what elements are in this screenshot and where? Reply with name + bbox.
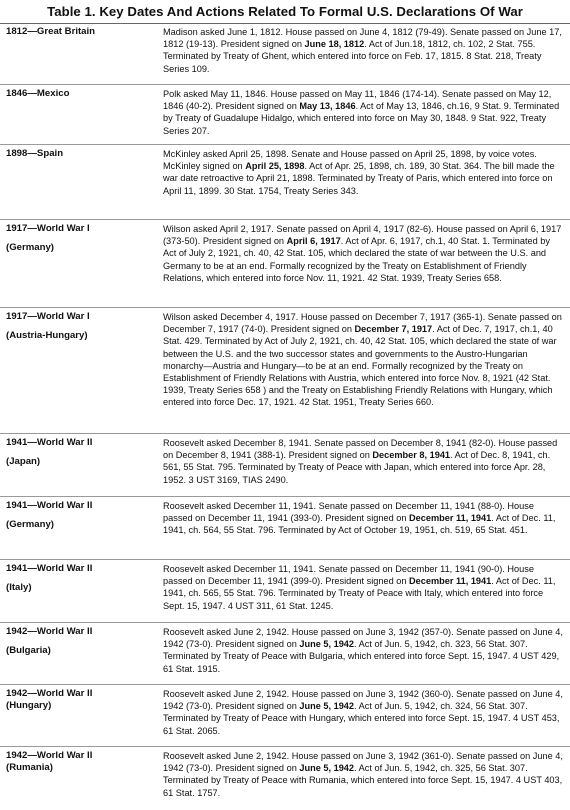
action-description	[163, 26, 565, 75]
row-separator	[0, 219, 570, 220]
war-year-name: 1812—Great Britain	[6, 26, 96, 37]
war-country: (Hungary)	[6, 700, 52, 712]
war-label	[6, 563, 156, 595]
war-country: (Germany)	[6, 519, 54, 531]
signing-date: June 5, 1942	[299, 763, 355, 774]
war-year-name: 1941—World War II	[6, 500, 93, 511]
table-title: Table 1. Key Dates And Actions Related To Formal U.S. Declarations Of War	[47, 4, 523, 19]
war-year-name: 1917—World War I	[6, 311, 90, 322]
war-label	[6, 500, 156, 532]
description-text: Wilson asked December 4, 1917. House passed on December 7, 1917 (365-1). Senate passed on December 7, 1917 (74-0). President signed on	[163, 312, 562, 335]
action-description	[163, 563, 565, 612]
signing-date: December 11, 1941	[409, 513, 492, 524]
action-description	[163, 626, 565, 675]
title-rule	[0, 23, 570, 24]
signing-date: December 7, 1917	[354, 324, 433, 335]
row-separator	[0, 307, 570, 308]
war-label	[6, 88, 156, 100]
description-text: . Act of Dec. 11, 1941, ch. 565, 55 Stat. 796. Terminated by Treaty of Peace with Italy, which entered into force Sept. 15, 1947. 4 UST 311, 61 Stat. 1245.	[163, 576, 556, 611]
war-year-name: 1846—Mexico	[6, 88, 70, 99]
action-description	[163, 223, 565, 284]
description-text: Roosevelt asked June 2, 1942. House passed on June 3, 1942 (357-0). Senate passed on June 4, 1942 (73-0). President signed on	[163, 627, 563, 650]
row-separator	[0, 684, 570, 685]
description-text: McKinley asked April 25, 1898. Senate and House passed on April 25, 1898, by voice votes. McKinley signed on	[163, 149, 537, 172]
signing-date: December 8, 1941	[372, 450, 451, 461]
description-text: Madison asked June 1, 1812. House passed on June 4, 1812 (79-49). Senate passed on June 17, 1812 (19-13). President signed on	[163, 27, 562, 50]
war-label	[6, 688, 156, 713]
signing-date: June 5, 1942	[299, 701, 355, 712]
war-label	[6, 437, 156, 469]
war-year-name: 1917—World War I	[6, 223, 90, 234]
row-separator	[0, 746, 570, 747]
signing-date: April 6, 1917	[286, 236, 341, 247]
description-text: Roosevelt asked June 2, 1942. House passed on June 3, 1942 (360-0). Senate passed on June 4, 1942 (73-0). President signed on	[163, 689, 563, 712]
war-year-name: 1898—Spain	[6, 148, 64, 159]
war-year-name: 1942—World War II	[6, 750, 93, 761]
war-label	[6, 223, 156, 255]
description-text: . Act of Dec. 8, 1941, ch. 561, 55 Stat. 795. Terminated by Treaty of Peace with Japan, which entered into force Apr. 28, 1952. 3 UST 3169, TIAS 2490.	[163, 450, 551, 485]
war-country: (Austria-Hungary)	[6, 330, 88, 342]
row-separator	[0, 144, 570, 145]
description-text: . Act of Apr. 6, 1917, ch.1, 40 Stat. 1. Terminated by Act of July 2, 1921, ch. 40, 42 Stat. 105, which declared the state of war between the U.S. and Germany to be at an end. Formally recognized by the Treaty on Establishment of Friendly Relations, which entered into force Nov. 11, 1921. 42 Stat. 1939, Treaty Series 658.	[163, 236, 550, 283]
war-year-name: 1941—World War II	[6, 563, 93, 574]
war-country: (Rumania)	[6, 762, 53, 774]
description-text: . Act of Dec. 11, 1941, ch. 564, 55 Stat. 796. Terminated by Act of October 19, 1951, ch. 519, 65 Stat. 451.	[163, 513, 556, 536]
signing-date: December 11, 1941	[409, 576, 492, 587]
war-label	[6, 750, 156, 775]
war-country: (Italy)	[6, 582, 32, 594]
description-text: Roosevelt asked December 8, 1941. Senate passed on December 8, 1941 (82-0). House passed on December 8, 1941 (388-1). President signed on	[163, 438, 558, 461]
war-year-name: 1942—World War II	[6, 688, 93, 699]
signing-date: June 5, 1942	[299, 639, 355, 650]
description-text: . Act of May 13, 1846, ch.16, 9 Stat. 9. Terminated by Treaty of Guadalupe Hidalgo, which entered into force on May 30, 1848. 9 Stat. 922, Treaty Series 207.	[163, 101, 560, 136]
signing-date: May 13, 1846	[299, 101, 356, 112]
description-text: Roosevelt asked December 11, 1941. Senate passed on December 11, 1941 (90-0). House passed on December 11, 1941 (399-0). President signed on	[163, 564, 534, 587]
description-text: . Act of Jun.18, 1812, ch. 102, 2 Stat. 755. Terminated by Treaty of Ghent, which entered into force on Feb. 17, 1815. 8 Stat. 218, Treaty Series 109.	[163, 39, 542, 74]
action-description	[163, 88, 565, 137]
war-country: (Germany)	[6, 242, 54, 254]
description-text: . Act of Jun. 5, 1942, ch. 324, 56 Stat. 307. Terminated by Treaty of Peace with Hungary, which entered into force Sept. 15, 1947. 4 UST 453, 61 Stat. 2065.	[163, 701, 560, 736]
row-separator	[0, 559, 570, 560]
signing-date: April 25, 1898	[245, 161, 305, 172]
description-text: Polk asked May 11, 1846. House passed on May 11, 1846 (174-14). Senate passed on May 12, 1846 (40-2). President signed on	[163, 89, 552, 112]
description-text: Wilson asked April 2, 1917. Senate passed on April 4, 1917 (82-6). House passed on April 6, 1917 (373-50). President signed on	[163, 224, 562, 247]
war-label	[6, 626, 156, 658]
war-label	[6, 26, 156, 38]
signing-date: June 18, 1812	[304, 39, 365, 50]
description-text: . Act of Apr. 25, 1898, ch. 189, 30 Stat. 364. The bill made the war date retroactive to April 21, 1898. Terminated by Treaty of Paris, which entered into force on April 11, 1899. 30 Stat. 1754, Treaty Series 343.	[163, 161, 555, 196]
action-description	[163, 750, 565, 799]
action-description	[163, 148, 565, 197]
description-text: . Act of Jun. 5, 1942, ch. 325, 56 Stat. 307. Terminated by Treaty of Peace with Rumania, which entered into force Sept. 15, 1947. 4 UST 403, 61 Stat. 1757.	[163, 763, 563, 798]
row-separator	[0, 84, 570, 85]
action-description	[163, 311, 565, 409]
row-separator	[0, 496, 570, 497]
war-label	[6, 148, 156, 160]
description-text: Roosevelt asked June 2, 1942. House passed on June 3, 1942 (361-0). Senate passed on June 4, 1942 (73-0). President signed on	[163, 751, 563, 774]
description-text: . Act of Jun. 5, 1942, ch. 323, 56 Stat. 307. Terminated by Treaty of Peace with Bulgaria, which entered into force Sept. 15, 1947. 4 UST 429, 61 Stat. 1915.	[163, 639, 560, 674]
description-text: . Act of Dec. 7, 1917, ch.1, 40 Stat. 429. Terminated by Act of July 2, 1921, ch. 40, 42 Stat. 105, which declared the state of war between the U.S. and the two successor states and governments to the Austro-Hungarian monarchy—Austria and Hungary—to be at an end. Formally recognized by the Treaty on Establishment of Friendly Relations with Austria, which entered into force Nov. 8, 1921 (42 Stat. 1939, Treaty Series 658 ) and the Treaty on Establishing Friendly Relations with Hungary, which entered into force Dec. 17, 1921. 42 Stat. 1951, Treaty Series 660.	[163, 324, 557, 408]
action-description	[163, 688, 565, 737]
war-country: (Bulgaria)	[6, 645, 51, 657]
action-description	[163, 437, 565, 486]
war-year-name: 1942—World War II	[6, 626, 93, 637]
row-separator	[0, 622, 570, 623]
action-description	[163, 500, 565, 537]
war-year-name: 1941—World War II	[6, 437, 93, 448]
war-label	[6, 311, 156, 343]
row-separator	[0, 433, 570, 434]
war-country: (Japan)	[6, 456, 41, 468]
description-text: Roosevelt asked December 11, 1941. Senate passed on December 11, 1941 (88-0). House passed on December 11, 1941 (393-0). President signed on	[163, 501, 534, 524]
